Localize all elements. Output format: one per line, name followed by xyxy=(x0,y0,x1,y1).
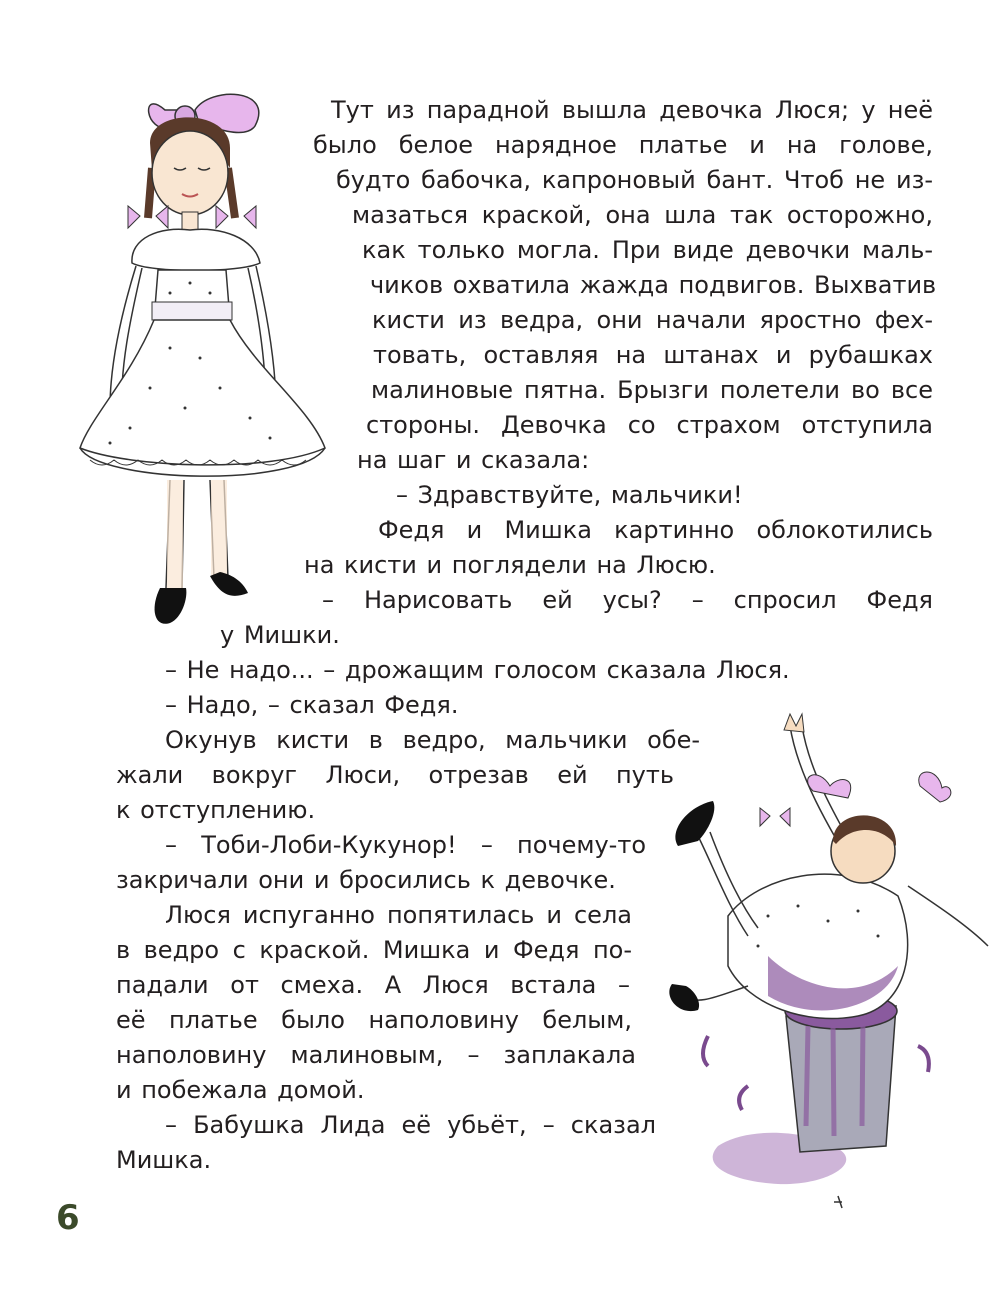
text-line: – Надо, – сказал Федя. xyxy=(165,691,459,719)
text-line: падали от смеха. А Люся встала – xyxy=(116,971,630,999)
text-line: жали вокруг Люси, отрезав ей путь xyxy=(116,761,674,789)
text-line: Тут из парадной вышла девочка Люся; у неё xyxy=(331,96,933,124)
text-line: Окунув кисти в ведро, мальчики обе- xyxy=(165,726,700,754)
text-line: Люся испуганно попятилась и села xyxy=(165,901,632,929)
text-line: на шаг и сказала: xyxy=(357,446,590,474)
text-line: как только могла. При виде девочки маль- xyxy=(362,236,933,264)
text-line: будто бабочка, капроновый бант. Чтоб не из- xyxy=(336,166,933,194)
text-line: её платье было наполовину белым, xyxy=(116,1006,632,1034)
text-line: Мишка. xyxy=(116,1146,212,1174)
text-line: на кисти и поглядели на Люсю. xyxy=(304,551,716,579)
text-line: – Нарисовать ей усы? – спросил Федя xyxy=(322,586,933,614)
text-line: наполовину малиновым, – заплакала xyxy=(116,1041,636,1069)
girl-falling-into-paint-bucket-illustration xyxy=(658,706,998,1228)
text-line: закричали они и бросились к девочке. xyxy=(116,866,616,894)
text-line: – Тоби-Лоби-Кукунор! – почему-то xyxy=(165,831,646,859)
text-line: чиков охватила жажда подвигов. Выхватив xyxy=(370,271,937,299)
text-line: кисти из ведра, они начали яростно фех- xyxy=(372,306,933,334)
text-line: у Мишки. xyxy=(220,621,340,649)
text-line: товать, оставляя на штанах и рубашках xyxy=(373,341,933,369)
girl-in-white-dress-illustration xyxy=(70,88,335,636)
text-line: – Бабушка Лида её убьёт, – сказал xyxy=(165,1111,656,1139)
text-line: малиновые пятна. Брызги полетели во все xyxy=(371,376,933,404)
text-line: Федя и Мишка картинно облокотились xyxy=(378,516,933,544)
text-line: было белое нарядное платье и на голове, xyxy=(313,131,933,159)
text-line: и побежала домой. xyxy=(116,1076,365,1104)
text-line: – Не надо... – дрожащим голосом сказала Люся. xyxy=(165,656,790,684)
text-line: мазаться краской, она шла так осторожно, xyxy=(352,201,933,229)
page-number: 6 xyxy=(56,1198,80,1238)
text-line: в ведро с краской. Мишка и Федя по- xyxy=(116,936,632,964)
text-line: – Здравствуйте, мальчики! xyxy=(396,481,743,509)
text-line: к отступлению. xyxy=(116,796,316,824)
text-line: стороны. Девочка со страхом отступила xyxy=(366,411,933,439)
